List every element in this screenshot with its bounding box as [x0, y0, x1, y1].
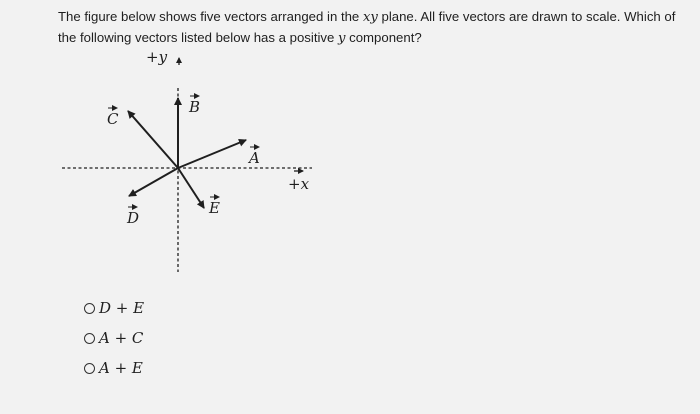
- svg-text:A: A: [249, 149, 260, 167]
- option-d-plus-e[interactable]: [84, 293, 144, 323]
- question-part-2: plane. All five vectors are drawn to scale. Which of the following vectors listed below has a positive: [58, 9, 676, 45]
- vector-c: [128, 111, 178, 168]
- question-part-1: The figure below shows five vectors arranged in the: [58, 9, 363, 24]
- svg-text:B: B: [189, 98, 201, 116]
- question-part-3: component?: [345, 30, 422, 45]
- vector-e: [178, 168, 204, 208]
- svg-text:D: D: [127, 209, 140, 227]
- vector-d: [129, 168, 178, 196]
- option-label: A + E: [99, 359, 143, 377]
- radio-button[interactable]: [84, 333, 95, 344]
- radio-button[interactable]: [84, 303, 95, 314]
- vector-c-label: [107, 108, 119, 128]
- option-label: D + E: [99, 299, 145, 317]
- vector-e-label: [208, 197, 220, 217]
- vector-b-label: [188, 96, 200, 116]
- option-a-plus-c[interactable]: [84, 323, 144, 353]
- option-label: A + C: [99, 329, 144, 347]
- vector-a-label: [247, 147, 260, 167]
- y-axis-label: +y: [146, 48, 168, 66]
- radio-button[interactable]: [84, 363, 95, 374]
- option-a-plus-e[interactable]: [84, 353, 144, 383]
- vector-a: [178, 140, 246, 168]
- component-variable: y: [338, 31, 346, 46]
- svg-text:E: E: [209, 199, 220, 217]
- plane-variable: xy: [362, 10, 378, 25]
- x-axis-label: +x: [288, 175, 310, 193]
- svg-text:C: C: [107, 110, 119, 128]
- answer-options: [84, 293, 144, 383]
- vector-d-label: [126, 207, 139, 227]
